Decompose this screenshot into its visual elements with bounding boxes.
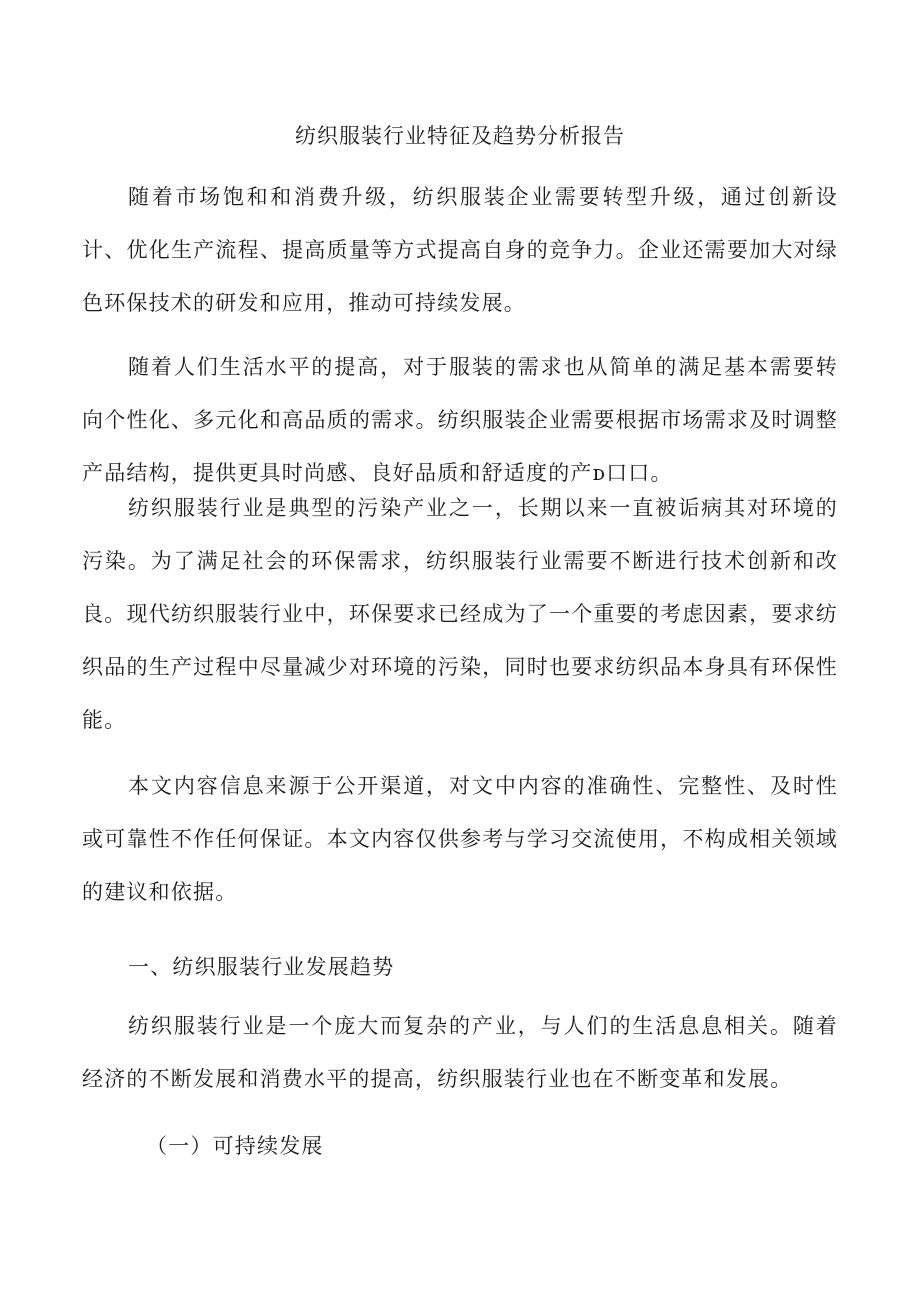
intro-paragraph-1: 随着市场饱和和消费升级，纺织服装企业需要转型升级，通过创新设计、优化生产流程、提高质量等方式提高自身的竞争力。企业还需要加大对绿色环保技术的研发和应用，推动可持续发展。 [82, 185, 838, 315]
document-title: 纺织服装行业特征及趋势分析报告 [295, 124, 625, 148]
section-heading: 一、纺织服装行业发展趋势 [128, 955, 395, 979]
intro-paragraph-2: 随着人们生活水平的提高，对于服装的需求也从简单的满足基本需要转向个性化、多元化和高品质的需求。纺织服装企业需要根据市场需求及时调整产品结构，提供更具时尚感、良好品质和舒适度的产ᴅ口口。 [82, 355, 838, 485]
disclaimer-paragraph: 本文内容信息来源于公开渠道，对文中内容的准确性、完整性、及时性或可靠性不作任何保证。本文内容仅供参考与学习交流使用，不构成相关领域的建议和依据。 [82, 774, 838, 904]
subsection-heading: （一）可持续发展 [146, 1134, 324, 1158]
intro-paragraph-3: 纺织服装行业是典型的污染产业之一，长期以来一直被诟病其对环境的污染。为了满足社会的环保需求，纺织服装行业需要不断进行技术创新和改良。现代纺织服装行业中，环保要求已经成为了一个重要的考虑因素，要求纺织品的生产过程中尽量减少对环境的污染，同时也要求纺织品本身具有环保性能。 [82, 496, 838, 732]
section-paragraph: 纺织服装行业是一个庞大而复杂的产业，与人们的生活息息相关。随着经济的不断发展和消费水平的提高，纺织服装行业也在不断变革和发展。 [82, 1014, 838, 1091]
